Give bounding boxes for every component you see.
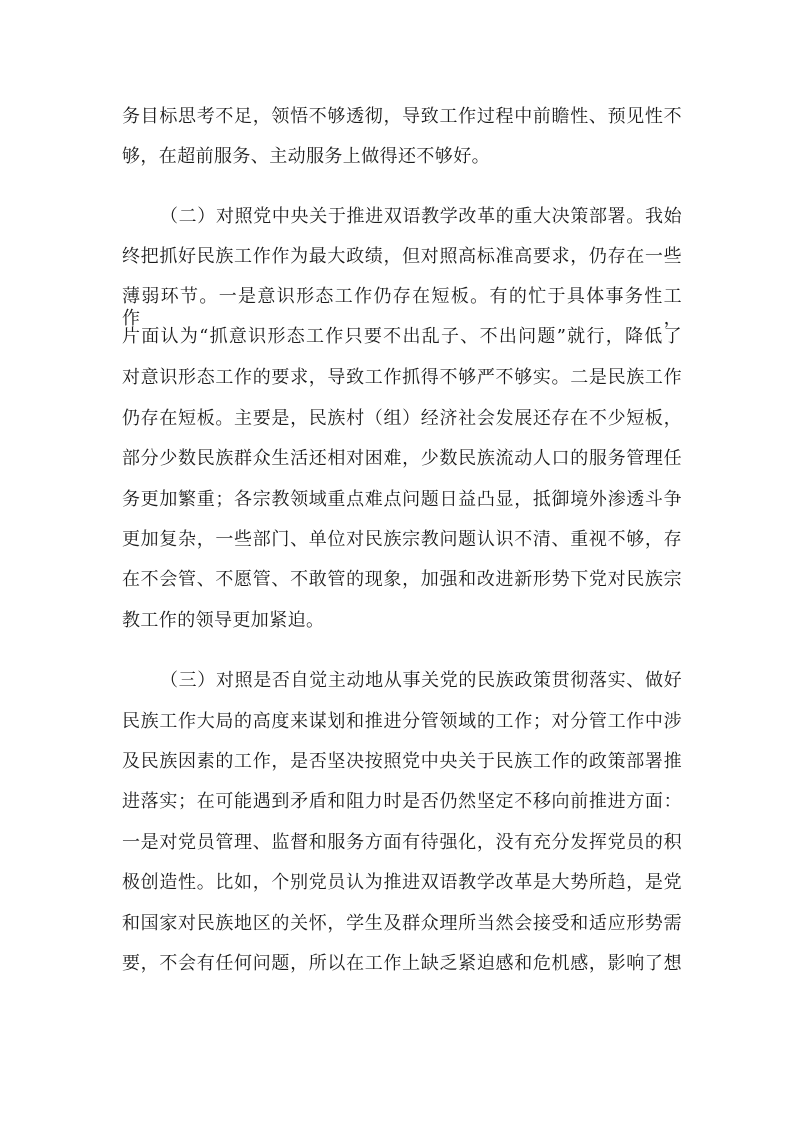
paragraph-3-line-5: 一是对党员管理、监督和服务方面有待强化，没有充分发挥党员的积 — [122, 832, 682, 853]
paragraph-2-line-8: 务更加繁重；各宗教领域重点难点问题日益凸显，抵御境外渗透斗争 — [122, 489, 682, 510]
paragraph-2-line-5: 对意识形态工作的要求，导致工作抓得不够严不够实。二是民族工作 — [122, 367, 682, 388]
paragraph-2-line-10: 在不会管、不愿管、不敢管的现象，加强和改进新形势下党对民族宗 — [122, 569, 682, 590]
paragraph-2-line-2: 终把抓好民族工作作为最大政绩，但对照高标准高要求，仍存在一些 — [122, 246, 682, 267]
paragraph-2-line-6: 仍存在短板。主要是，民族村（组）经济社会发展还存在不少短板， — [122, 408, 682, 429]
paragraph-2-line-9: 更加复杂，一些部门、单位对民族宗教问题认识不清、重视不够，存 — [122, 529, 682, 550]
paragraph-2-line-4: 片面认为“抓意识形态工作只要不出乱子、不出问题”就行，降低了 — [122, 326, 682, 347]
paragraph-2-line-11: 教工作的领导更加紧迫。 — [122, 610, 325, 631]
paragraph-3-line-7: 和国家对民族地区的关怀，学生及群众理所当然会接受和适应形势需 — [122, 913, 682, 934]
paragraph-3-line-3: 及民族因素的工作，是否坚决按照党中央关于民族工作的政策部署推 — [122, 751, 682, 772]
paragraph-2-line-7: 部分少数民族群众生活还相对困难，少数民族流动人口的服务管理任 — [122, 448, 682, 469]
paragraph-3-line-4: 进落实；在可能遇到矛盾和阻力时是否仍然坚定不移向前推进方面： — [122, 791, 682, 812]
paragraph-3-line-6: 极创造性。比如，个别党员认为推进双语教学改革是大势所趋，是党 — [122, 872, 682, 893]
paragraph-3-line-8: 要，不会有任何问题，所以在工作上缺乏紧迫感和危机感，影响了想 — [122, 953, 682, 974]
paragraph-2-line-1: （二）对照党中央关于推进双语教学改革的重大决策部署。我始 — [160, 206, 682, 227]
paragraph-1-line-1: 务目标思考不足，领悟不够透彻，导致工作过程中前瞻性、预见性不 — [122, 106, 682, 127]
paragraph-1-line-2: 够，在超前服务、主动服务上做得还不够好。 — [122, 146, 490, 167]
paragraph-2-line-3: 薄弱环节。一是意识形态工作仍存在短板。有的忙于具体事务性工作， — [122, 286, 682, 329]
paragraph-3-line-2: 民族工作大局的高度来谋划和推进分管领域的工作；对分管工作中涉 — [122, 711, 682, 732]
paragraph-3-line-1: （三）对照是否自觉主动地从事关党的民族政策贯彻落实、做好 — [160, 670, 682, 691]
